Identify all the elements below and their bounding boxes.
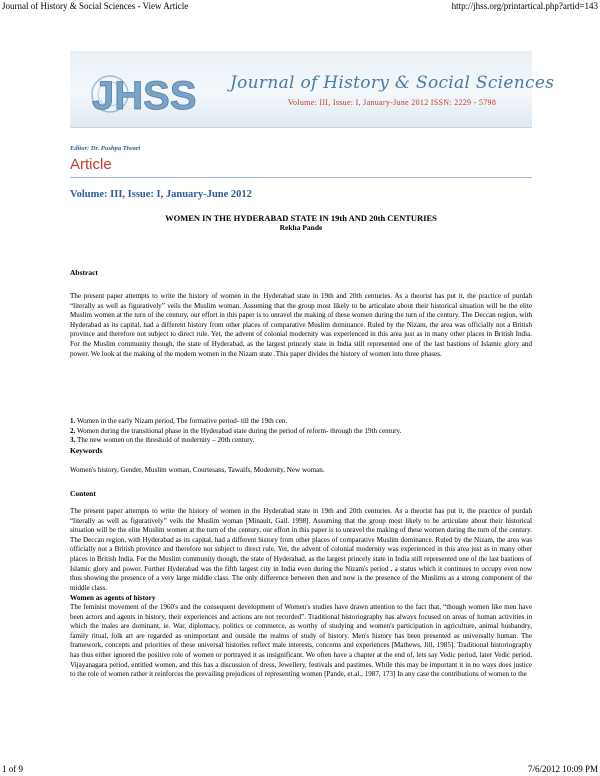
print-header-url: http://jhss.org/printartical.php?artid=143 [451, 1, 598, 11]
jhss-logo [84, 67, 234, 121]
keywords-heading: Keywords [70, 446, 103, 455]
list-item: 1. Women in the early Nizam period, The formative period- till the 19th cen. [70, 417, 288, 425]
print-header [0, 0, 600, 12]
subheading-women-agents: Women as agents of history [70, 593, 156, 603]
print-timestamp: 7/6/2012 10:09 PM [527, 764, 598, 774]
print-header-title: Journal of History & Social Sciences - View Article [2, 1, 189, 11]
content-paragraph-2: The feminist movement of the 1960's and the consequent development of Women's studies have drawn attention to the fact that, “though women like men have been actors and agents in history, their experiences and actions are not recorded”. Traditional historiography has always focused on areas of human activities in which the males are dominant, ie. War, diplomacy, politics or commerce, as worthy of studying and women's participation in agriculture, animal husbandry, family ritual, folk art are regarded as unimportant and outside the realms of study of history. Men's history has been presented as universally human. The framework, concepts and priorities of these universal histories reflect male interests, concerns and experiences [Mathews, Jill, 1985]. Traditional historiography has thus either ignored the positive role of women or portrayed it as insignificant. We often have a chapter at the end of, lets say Vedic period, later Vedic period, Vijayanagara period, entitled women, and this has a discussion of dress, Jewellery, festivals and pastimes. While this may be important it in no ways does justice to the role of women rather it reinforces the prevailing prejudices of representing women [Pande, et.al., 1987, 173] In any case the contributions of women to the [70, 602, 532, 679]
content-paragraph-1: The present paper attempts to write the history of women in the Hyderabad state in 19th and 20th centuries. As a theorist has put it, the practice of purdah “literally as well as figuratively” veils the Muslim woman [Minault, Gail. 1998]. Assuming that the group most likely to be articulate about their historical situation will be the elite Muslim women at the turn of the century, our effort in this paper is to unravel the making of these women during the turn of the century. The Deccan region, with Hyderabad as its capital, had a different history from other places of comparative Muslim dominance. Ruled by the Nizam, the area was officially not a British province and therefore not subject to direct rule. Yet, the advent of colonial modernity was experienced in this area just as in many other places in British India. For the Muslim community though, the state of Hyderabad, as the largest princely state in India still represented one of the last bastions of Islamic glory and power. Further Hyderabad was the fifth largest city in India even during the Nizam's period , a status which it continues to occupy even now thus showing the presence of a very large middle class. The only difference between then and now is the presence of the Muslims as a strong component of the middle class. [70, 507, 532, 592]
page-number: 1 of 9 [2, 764, 23, 774]
phase-list [70, 417, 532, 446]
divider [70, 177, 532, 178]
content-heading: Content [70, 489, 96, 498]
abstract-heading: Abstract [70, 268, 98, 277]
keywords-text: Women's history, Gender, Muslim woman, Courtesans, Tawaifs, Modernity, New woman. [70, 466, 325, 474]
issue-line: Volume: III, Issue: I, January-June 2012 [70, 189, 252, 200]
logo-text: JHSS [92, 74, 197, 118]
journal-title: Journal of History & Social Sciences [230, 73, 555, 93]
content-text [70, 507, 532, 680]
article-title: WOMEN IN THE HYDERABAD STATE IN 19th AND 20th CENTURIES [165, 213, 437, 223]
section-title: Article [70, 156, 112, 173]
abstract-text: The present paper attempts to write the history of women in the Hyderabad state in 19th and 20th centuries. As a theorist has put it, the practice of purdah “literally as well as figuratively” veils the Muslim woman. Assuming that the group most likely to be articulate about their historical situation will be the elite Muslim women at the turn of the century, our effort in this paper is to unravel the making of these women during the turn of the century. The Deccan region, with Hyderabad as its capital, had a different history from other places of comparative Muslim dominance. Ruled by the Nizam, the area was officially not a British province and therefore not subject to direct rule. Yet, the advent of colonial modernity was experienced in this area just as in many other places in British India. For the Muslim community though, the state of Hyderabad, as the largest princely state in India still represented one of the last bastions of Islamic glory and power. We look at the making of the modern women in the Nizam state .This paper divides the history of women into three phases. [70, 292, 532, 358]
journal-banner [70, 51, 555, 128]
list-item: 3. The new women on the threshold of modernity – 20th century. [70, 436, 255, 445]
editor-line: Editor: Dr. Pushpa Tiwari [70, 145, 141, 152]
article-author: Rekha Pande [279, 223, 323, 232]
list-item: 2. Women during the transitional phase in the Hyderabad state during the period of reform- through the 19th century. [70, 426, 402, 435]
print-footer [0, 764, 600, 776]
journal-volume-info: Volume: III, Issue: I, January-June 2012 ISSN: 2229 - 5798 [288, 98, 497, 107]
